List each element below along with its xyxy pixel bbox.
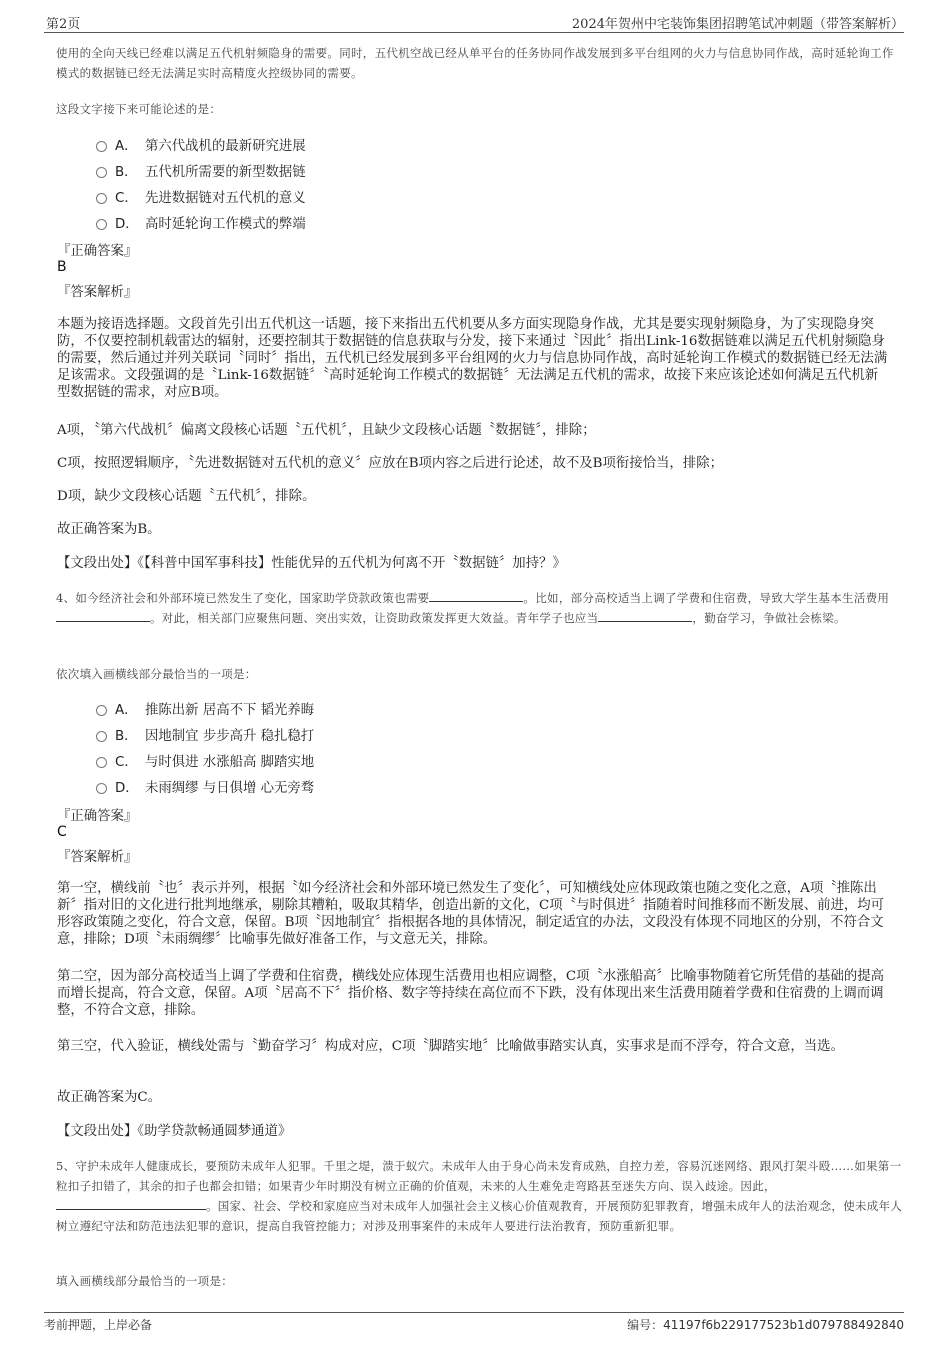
q3-option-b[interactable]: B． 五代机所需要的新型数据链	[96, 161, 306, 181]
q3-analysis-paragraph: 本题为接语选择题。文段首先引出五代机这一话题，接下来指出五代机要从多方面实现隐身作战，尤其是要实现射频隐身，为了实现隐身突防，不仅要控制机载雷达的辐射，还要控制其于数据链的信息获取与分发，接下来通过〝因此〞指出Link-16数据链难以满足五代机射频隐身的需要，然后通过并列关联词〝同时〞指出，五代机已经发展到多平台组网的火力与信息协同作战，高时延轮询工作模式的数据链已经无法满足该需求。文段强调的是〝Link-16数据链〞〝高时延轮询工作模式的数据链〞无法满足五代机的需求，故接下来应该论述如何满足五代机新型数据链的需求，对应B项。	[57, 317, 888, 400]
q4-option-c[interactable]: C． 与时俱进 水涨船高 脚踏实地	[96, 751, 314, 771]
document-code: 编号：41197f6b229177523b1d079788492840	[627, 1318, 904, 1332]
q3-passage: 使用的全向天线已经难以满足五代机射频隐身的需要。同时，五代机空战已经从单平台的任务协同作战发展到多平台组网的火力与信息协同作战，高时延轮询工作模式的数据链已经无法满足实时高精度火控级协同的需要。	[56, 46, 894, 80]
radio-icon[interactable]	[96, 141, 107, 152]
q4-option-a[interactable]: A． 推陈出新 居高不下 韬光养晦	[96, 699, 314, 719]
q4-conclusion: 故正确答案为C。	[57, 1090, 161, 1105]
radio-icon[interactable]	[96, 167, 107, 178]
q4-stem: 4、如今经济社会和外部环境已然发生了变化，国家助学贷款政策也需要 。比如，部分高校适当上调了学费和住宿费，导致大学生基本生活费用。对此，相关部门应聚焦问题、突出实效，让资助政策发挥更大效益。青年学子也应当 ，勤奋学习，争做社会栋梁。	[56, 591, 890, 625]
blank-line	[429, 590, 523, 602]
radio-icon[interactable]	[96, 783, 107, 794]
q4-prompt: 依次填入画横线部分最恰当的一项是：	[56, 667, 257, 681]
document-title: 2024年贺州中宅装饰集团招聘笔试冲刺题（带答案解析）	[571, 17, 904, 32]
blank-line	[56, 1198, 206, 1210]
footer-slogan: 考前押题，上岸必备	[44, 1318, 153, 1332]
q3-source: 【文段出处】《【科普中国军事科技】性能优异的五代机为何离不开〝数据链〞加持？》	[57, 556, 566, 571]
radio-icon[interactable]	[96, 219, 107, 230]
page-header	[44, 8, 904, 33]
q3-answer: B	[57, 259, 67, 275]
radio-icon[interactable]	[96, 731, 107, 742]
radio-icon[interactable]	[96, 705, 107, 716]
q4-analysis-paragraph: 第三空，代入验证，横线处需与〝勤奋学习〞构成对应，C项〝脚踏实地〞比喻做事踏实认真，实事求是而不浮夸，符合文意，当选。	[57, 1039, 844, 1054]
q3-option-a[interactable]: A． 第六代战机的最新研究进展	[96, 135, 306, 155]
q3-analysis-paragraph: A项，〝第六代战机〞偏离文段核心话题〝五代机〞，且缺少文段核心话题〝数据链〞，排除；	[57, 423, 596, 438]
q5-stem: 5、守护未成年人健康成长，要预防未成年人犯罪。千里之堤，溃于蚁穴。未成年人由于身心尚未发育成熟，自控力差，容易沉迷网络、跟风打架斗殴……如果第一粒扣子扣错了，其余的扣子也都会扣错；如果青少年时期没有树立正确的价值观，未来的人生难免走弯路甚至迷失方向、误入歧途。因此，。国家、社会、学校和家庭应当对未成年人加强社会主义核心价值观教育，开展预防犯罪教育，增强未成年人的法治观念，使未成年人树立遵纪守法和防范违法犯罪的意识，提高自我管控能力；对涉及刑事案件的未成年人要进行法治教育，预防重新犯罪。	[56, 1159, 903, 1233]
blank-line	[598, 610, 692, 622]
q3-analysis-paragraph: D项，缺少文段核心话题〝五代机〞，排除。	[57, 489, 316, 504]
radio-icon[interactable]	[96, 193, 107, 204]
q4-option-d[interactable]: D． 未雨绸缪 与日俱增 心无旁骛	[96, 777, 314, 797]
q3-prompt: 这段文字接下来可能论述的是：	[56, 102, 222, 116]
q4-answer-label: 『正确答案』	[57, 809, 138, 824]
q4-source: 【文段出处】《助学贷款畅通圆梦通道》	[57, 1124, 292, 1139]
q4-analysis-label: 『答案解析』	[57, 850, 138, 865]
q4-answer: C	[57, 824, 67, 840]
q4-analysis-paragraph: 第二空，因为部分高校适当上调了学费和住宿费，横线处应体现生活费用也相应调整，C项〝水涨船高〞比喻事物随着它所凭借的基础的提高而增长提高，符合文意，保留。A项〝居高不下〞指价格、数字等持续在高位而不下跌，没有体现出来生活费用随着学费和住宿费的上调而调整，不符合文意，排除。	[57, 969, 885, 1018]
q3-answer-label: 『正确答案』	[57, 244, 138, 259]
q3-option-c[interactable]: C． 先进数据链对五代机的意义	[96, 187, 306, 207]
page-footer	[44, 1312, 904, 1332]
q3-analysis-label: 『答案解析』	[57, 285, 138, 300]
q5-prompt: 填入画横线部分最恰当的一项是：	[56, 1274, 233, 1288]
q3-conclusion: 故正确答案为B。	[57, 522, 161, 537]
q3-option-d[interactable]: D． 高时延轮询工作模式的弊端	[96, 213, 306, 233]
q4-analysis-paragraph: 第一空，横线前〝也〞表示并列，根据〝如今经济社会和外部环境已然发生了变化〞，可知横线处应体现政策也随之变化之意，A项〝推陈出新〞指对旧的文化进行批判地继承，剔除其糟粕，吸取其精华，创造出新的文化，C项〝与时俱进〞指随着时间推移而不断发展、前进，均可形容政策随之变化，符合文意，保留。B项〝因地制宜〞指根据各地的具体情况，制定适宜的办法，文段没有体现不同地区的分别，不符合文意，排除；D项〝未雨绸缪〞比喻事先做好准备工作，与文意无关，排除。	[57, 881, 885, 947]
q3-analysis-paragraph: C项，按照逻辑顺序，〝先进数据链对五代机的意义〞应放在B项内容之后进行论述，故不及B项衔接恰当，排除；	[57, 456, 723, 471]
blank-line	[56, 610, 150, 622]
page-number: 第2页	[46, 17, 81, 32]
radio-icon[interactable]	[96, 757, 107, 768]
q4-option-b[interactable]: B． 因地制宜 步步高升 稳扎稳打	[96, 725, 314, 745]
